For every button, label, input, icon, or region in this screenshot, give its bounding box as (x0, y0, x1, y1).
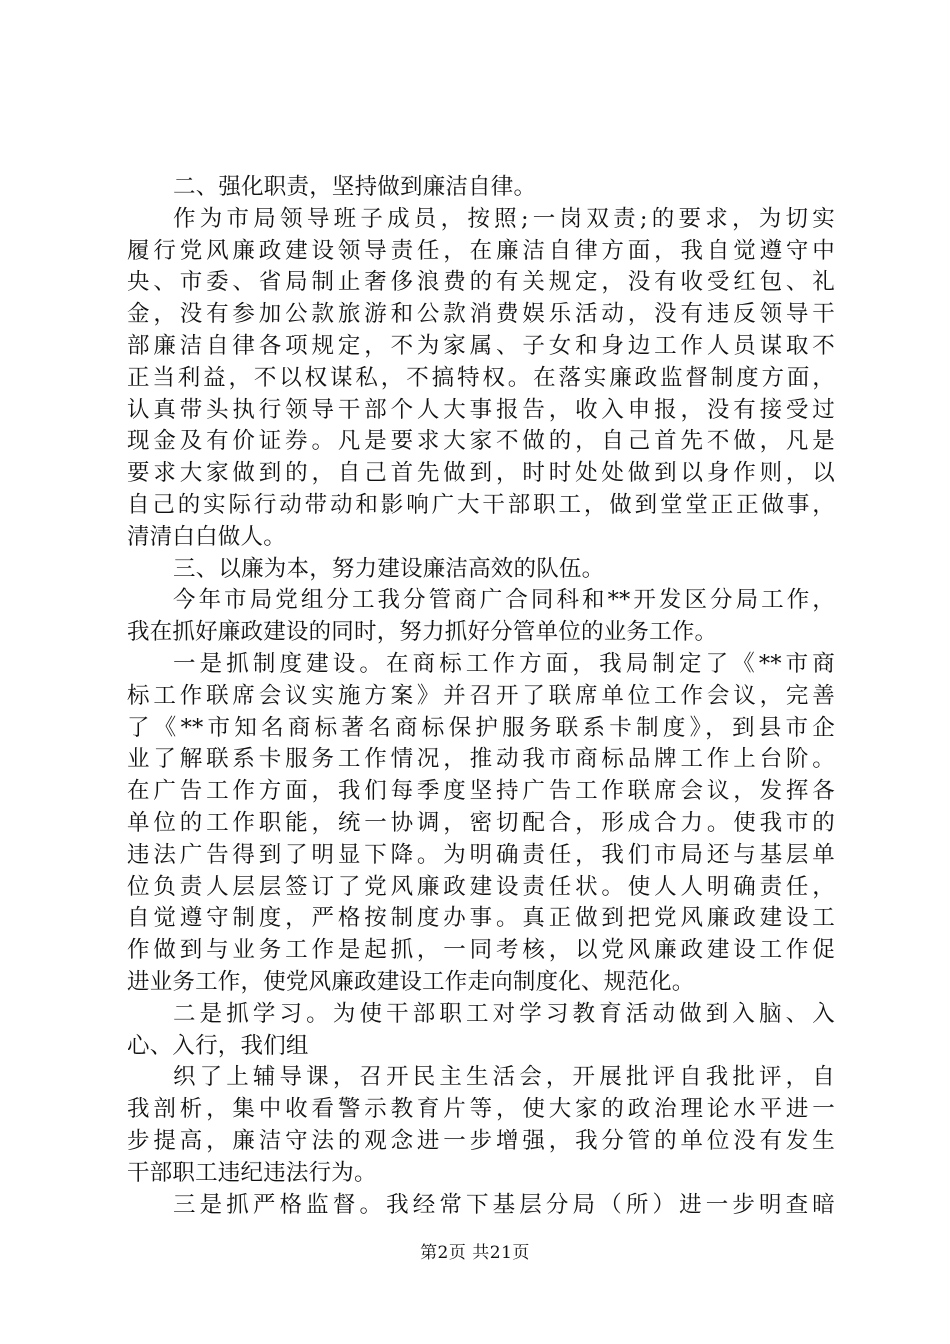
text-line: 三、以廉为本，努力建设廉洁高效的队伍。 (173, 555, 605, 582)
text-line: 违法广告得到了明显下降。为明确责任，我们市局还与基层单 (127, 841, 835, 868)
text-line: 了《**市知名商标著名商标保护服务联系卡制度》，到县市企 (127, 714, 835, 741)
text-line: 步提高，廉洁守法的观念进一步增强，我分管的单位没有发生 (127, 1127, 835, 1154)
text-line: 二、强化职责，坚持做到廉洁自律。 (173, 174, 537, 200)
text-line: 履行党风廉政建设领导责任，在廉洁自律方面，我自觉遵守中 (127, 237, 835, 264)
text-line: 心、入行，我们组 (127, 1032, 309, 1059)
text-line: 二是抓学习。为使干部职工对学习教育活动做到入脑、入 (173, 1000, 835, 1027)
text-line: 部廉洁自律各项规定，不为家属、子女和身边工作人员谋取不 (127, 332, 835, 359)
text-line: 我在抓好廉政建设的同时，努力抓好分管单位的业务工作。 (127, 619, 718, 646)
text-line: 织了上辅导课，召开民主生活会，开展批评自我批评，自 (173, 1064, 835, 1091)
text-line: 三是抓严格监督。我经常下基层分局（所）进一步明查暗 (173, 1191, 835, 1218)
text-line: 要求大家做到的，自己首先做到，时时处处做到以身作则，以 (127, 460, 835, 487)
text-line: 认真带头执行领导干部个人大事报告，收入申报，没有接受过 (127, 396, 835, 423)
text-line: 单位的工作职能，统一协调，密切配合，形成合力。使我市的 (127, 809, 835, 836)
text-line: 标工作联席会议实施方案》并召开了联席单位工作会议，完善 (127, 682, 835, 709)
text-line: 在广告工作方面，我们每季度坚持广告工作联席会议，发挥各 (127, 778, 835, 805)
text-line: 我剖析，集中收看警示教育片等，使大家的政治理论水平进一 (127, 1096, 835, 1123)
document-body (127, 172, 835, 1221)
text-line: 现金及有价证券。凡是要求大家不做的，自己首先不做，凡是 (127, 428, 835, 455)
text-line: 位负责人层层签订了党风廉政建设责任状。使人人明确责任， (127, 873, 835, 900)
page-number-footer: 第2页 共21页 (420, 1243, 530, 1263)
text-line: 业了解联系卡服务工作情况，推动我市商标品牌工作上台阶。 (127, 746, 835, 773)
text-line: 干部职工违纪违法行为。 (127, 1159, 377, 1186)
text-line: 清清白白做人。 (127, 523, 286, 550)
text-line: 正当利益，不以权谋私，不搞特权。在落实廉政监督制度方面， (127, 364, 835, 391)
text-line: 自觉遵守制度，严格按制度办事。真正做到把党风廉政建设工 (127, 905, 835, 932)
text-line: 一是抓制度建设。在商标工作方面，我局制定了《**市商 (173, 650, 835, 677)
text-line: 今年市局党组分工我分管商广合同科和**开发区分局工作， (173, 587, 835, 614)
text-line: 作为市局领导班子成员，按照;一岗双责;的要求，为切实 (173, 205, 835, 232)
text-line: 自己的实际行动带动和影响广大干部职工，做到堂堂正正做事， (127, 491, 835, 518)
text-line: 央、市委、省局制止奢侈浪费的有关规定，没有收受红包、礼 (127, 269, 835, 296)
text-line: 作做到与业务工作是起抓，一同考核，以党风廉政建设工作促 (127, 937, 835, 964)
text-line: 金，没有参加公款旅游和公款消费娱乐活动，没有违反领导干 (127, 301, 835, 328)
text-line: 进业务工作，使党风廉政建设工作走向制度化、规范化。 (127, 968, 695, 995)
